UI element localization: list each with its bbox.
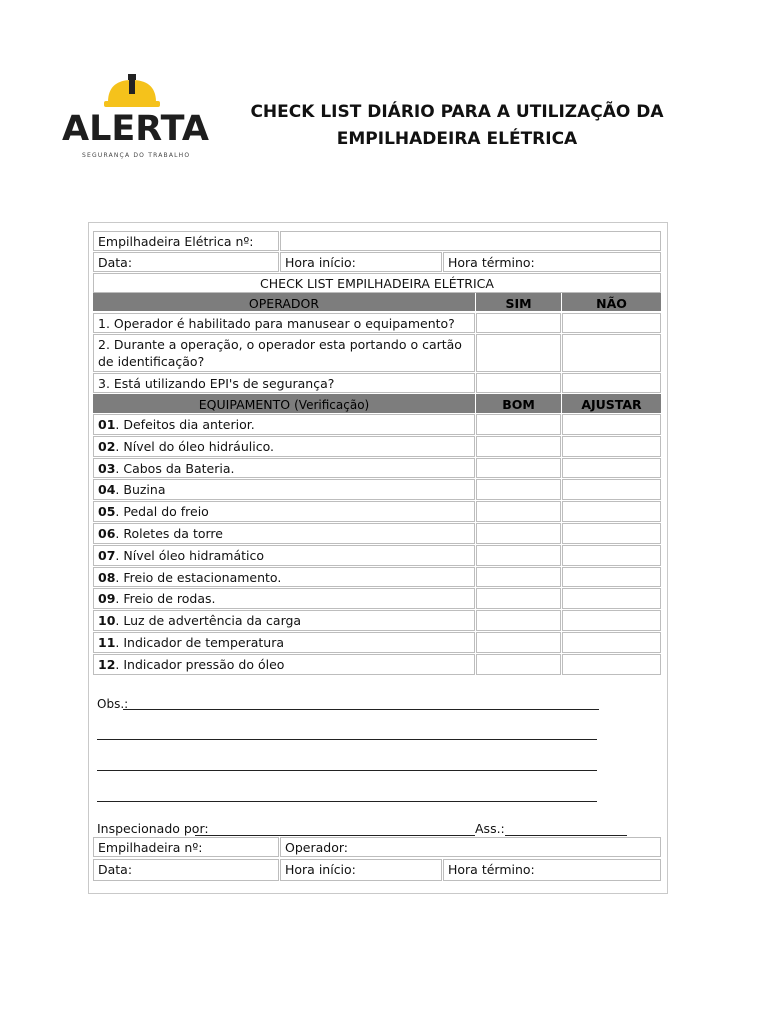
empilhadeira-field[interactable] [280,231,661,251]
equipamento-item-ajustar-checkbox[interactable] [562,654,661,675]
equipamento-item-text: Freio de estacionamento. [119,569,282,585]
equipamento-item-number: 09 [98,591,116,607]
logo-tagline: SEGURANÇA DO TRABALHO [82,152,191,159]
equipamento-item [93,545,475,566]
equipamento-header-note: (Verificação) [294,398,370,412]
equipamento-item-text: Defeitos dia anterior. [119,417,255,432]
bottom-hora-termino-field[interactable]: Hora término: [443,859,661,881]
equipamento-item-bom-checkbox[interactable] [476,654,561,675]
equipamento-item-separator: . [115,656,120,672]
sim-header: SIM [476,293,561,311]
equipamento-item-separator: . [115,547,120,563]
equipamento-item-ajustar-checkbox[interactable] [562,545,661,566]
observations-area [91,681,663,836]
equipamento-item-text: Freio de rodas. [119,591,216,607]
operador-item-2-nao[interactable] [562,334,661,372]
operador-item-1-sim[interactable] [476,313,561,333]
equipamento-item-ajustar-checkbox[interactable] [562,523,661,544]
operador-item-2: 2. Durante a operação, o operador esta portando o cartão de identificação? [93,334,475,372]
equipamento-item [93,458,475,479]
equipamento-item-ajustar-checkbox[interactable] [562,632,661,653]
hora-termino-field[interactable]: Hora término: [443,252,661,272]
equipamento-item-number: 10 [98,613,116,629]
operador-item-1-nao[interactable] [562,313,661,333]
equipamento-item-separator: . [115,482,120,498]
equipamento-item-bom-checkbox[interactable] [476,414,561,435]
equipamento-item [93,436,475,457]
equipamento-item-text: Luz de advertência da carga [119,613,302,629]
title-line-2: EMPILHADEIRA ELÉTRICA [336,129,578,149]
equipamento-item-number: 03 [98,460,116,476]
equipamento-item-text: Roletes da torre [119,526,223,541]
equipamento-item-number: 11 [98,635,116,650]
equipamento-header [93,394,475,413]
obs-line-1[interactable] [123,709,599,710]
equipamento-item [93,567,475,588]
equipamento-item-number: 04 [98,482,116,498]
equipamento-item [93,610,475,631]
equipamento-item-text: Nível do óleo hidráulico. [119,438,274,454]
obs-line-3[interactable] [97,770,597,771]
ass-line[interactable] [505,835,627,836]
operador-item-3: 3. Está utilizando EPI's de segurança? [93,373,475,393]
equipamento-item-bom-checkbox[interactable] [476,479,561,500]
equipamento-item-ajustar-checkbox[interactable] [562,501,661,522]
equipamento-item-separator: . [115,460,120,476]
equipamento-item [93,479,475,500]
obs-line-2[interactable] [97,739,597,740]
equipamento-item-ajustar-checkbox[interactable] [562,414,661,435]
equipamento-item-number: 02 [98,438,116,454]
equipamento-item-separator: . [115,635,120,650]
equipamento-item [93,414,475,435]
equipamento-item-bom-checkbox[interactable] [476,588,561,609]
equipamento-item-text: Cabos da Bateria. [119,460,235,476]
ass-label: Ass.: [475,821,505,836]
equipamento-item-number: 01 [98,417,116,432]
equipamento-item-bom-checkbox[interactable] [476,458,561,479]
equipamento-item-bom-checkbox[interactable] [476,436,561,457]
equipamento-item-ajustar-checkbox[interactable] [562,567,661,588]
equipamento-item-bom-checkbox[interactable] [476,523,561,544]
equipamento-item [93,523,475,544]
equipamento-item-text: Indicador de temperatura [119,635,285,650]
equipamento-item-ajustar-checkbox[interactable] [562,610,661,631]
equipamento-item-number: 08 [98,569,116,585]
equipamento-item [93,501,475,522]
hard-hat-icon [102,72,162,110]
operador-item-2-sim[interactable] [476,334,561,372]
logo-brand-text: ALERTA [62,109,209,149]
equipamento-item [93,632,475,653]
checklist-form [88,222,668,894]
hora-inicio-field[interactable]: Hora início: [280,252,442,272]
equipamento-item [93,654,475,675]
equipamento-item-ajustar-checkbox[interactable] [562,458,661,479]
equipamento-item-number: 06 [98,526,116,541]
operador-item-1: 1. Operador é habilitado para manusear o equipamento? [93,313,475,333]
equipamento-item-ajustar-checkbox[interactable] [562,436,661,457]
nao-header: NÃO [562,293,661,311]
bottom-data-label: Data: [93,859,279,881]
equipamento-item-separator: . [115,504,120,520]
bottom-empilhadeira-label: Empilhadeira nº: [93,837,279,857]
ajustar-header: AJUSTAR [562,394,661,413]
inspecionado-line[interactable] [195,835,475,836]
operador-item-3-sim[interactable] [476,373,561,393]
equipamento-item-bom-checkbox[interactable] [476,545,561,566]
bom-header: BOM [476,394,561,413]
equipamento-item-number: 07 [98,547,116,563]
document-title [216,99,698,153]
equipamento-header-label: EQUIPAMENTO [198,397,291,412]
equipamento-item-separator: . [115,526,120,541]
equipamento-item-number: 05 [98,504,116,520]
equipamento-item-ajustar-checkbox[interactable] [562,588,661,609]
obs-label: Obs.: [97,697,129,711]
equipamento-item-text: Pedal do freio [119,504,209,520]
equipamento-item-text: Nível óleo hidramático [119,547,265,563]
equipamento-item-separator: . [115,417,120,432]
bottom-operador-field[interactable]: Operador: [280,837,661,857]
obs-line-4[interactable] [97,801,597,802]
alerta-logo [62,72,209,162]
equipamento-item-ajustar-checkbox[interactable] [562,479,661,500]
operador-header: OPERADOR [93,293,475,311]
data-label: Data: [93,252,279,272]
equipamento-item-separator: . [115,613,120,629]
equipamento-item-bom-checkbox[interactable] [476,610,561,631]
empilhadeira-label: Empilhadeira Elétrica nº: [93,231,279,251]
section-title: CHECK LIST EMPILHADEIRA ELÉTRICA [93,273,661,293]
bottom-hora-inicio-field[interactable]: Hora início: [280,859,442,881]
equipamento-item-separator: . [115,591,120,607]
equipamento-item-number: 12 [98,656,116,672]
equipamento-item-separator: . [115,438,120,454]
operador-item-3-nao[interactable] [562,373,661,393]
inspecionado-label: Inspecionado por: [97,821,209,836]
equipamento-item [93,588,475,609]
equipamento-item-bom-checkbox[interactable] [476,632,561,653]
equipamento-item-bom-checkbox[interactable] [476,567,561,588]
equipamento-item-separator: . [115,569,120,585]
equipamento-item-text: Indicador pressão do óleo [119,656,285,672]
title-line-1: CHECK LIST DIÁRIO PARA A UTILIZAÇÃO DA [250,102,664,122]
equipamento-item-bom-checkbox[interactable] [476,501,561,522]
equipamento-item-text: Buzina [119,482,166,498]
